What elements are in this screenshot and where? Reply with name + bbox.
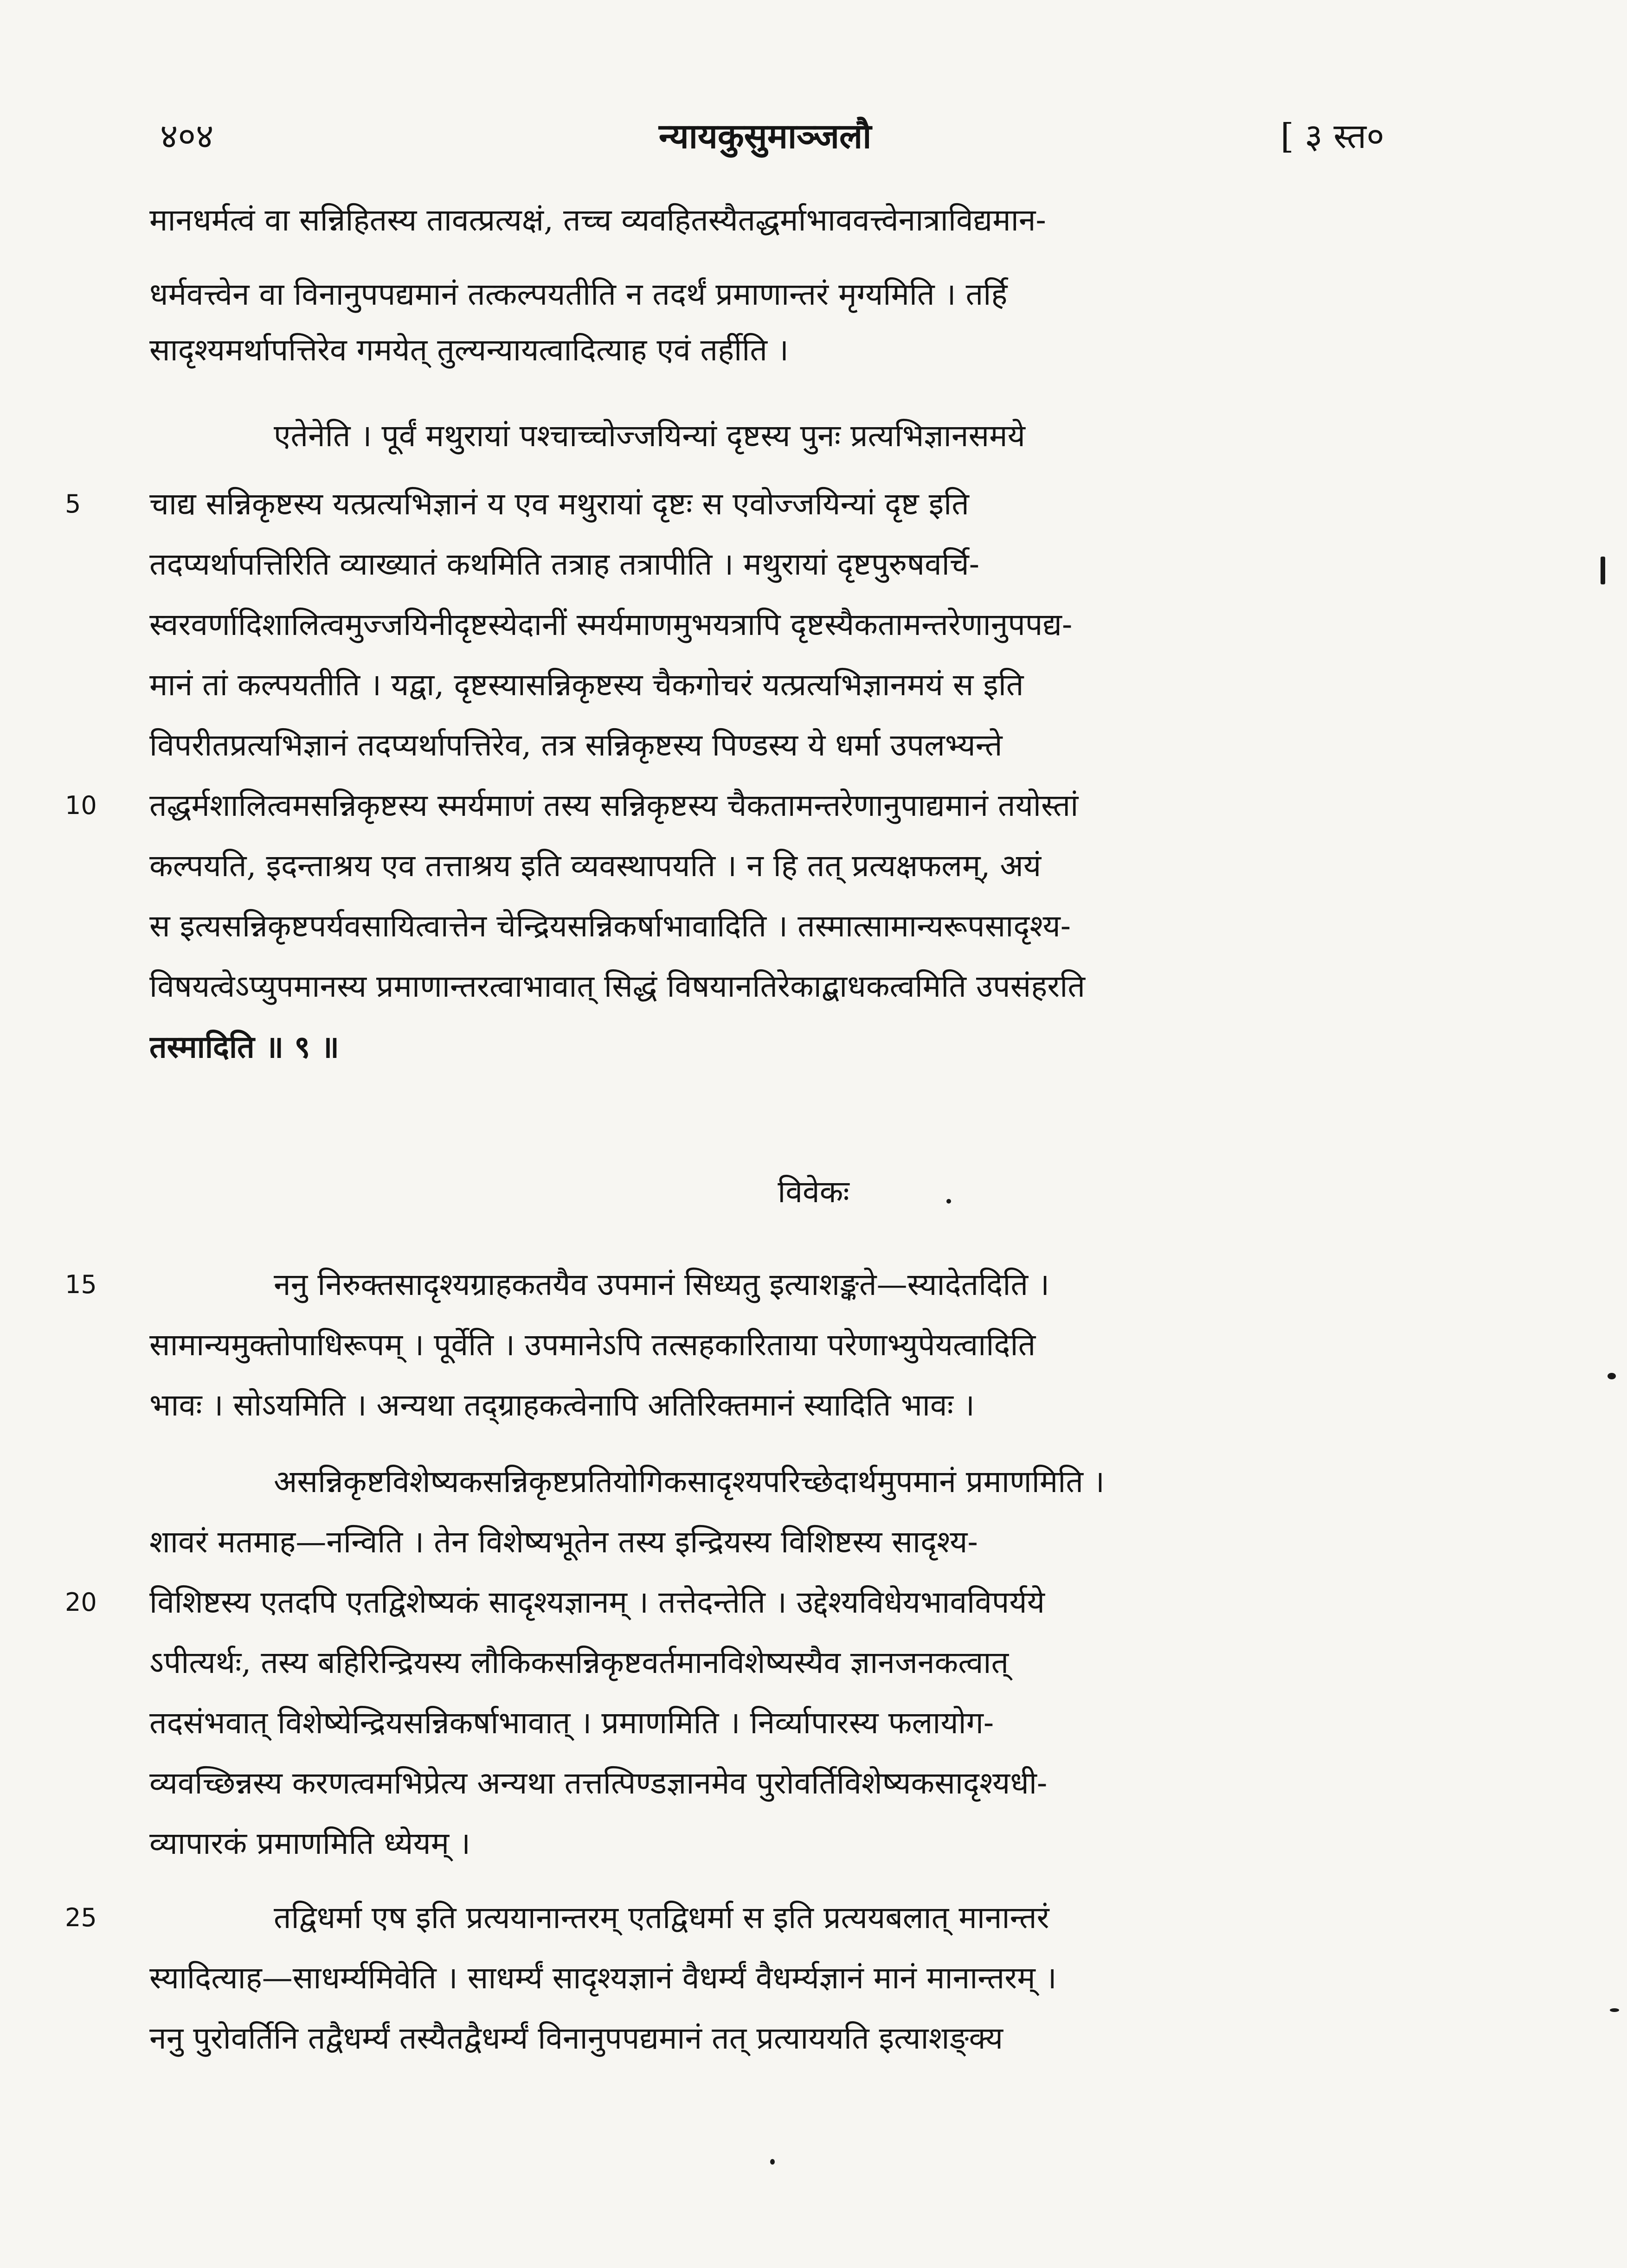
text-line: स्वरवर्णादिशालित्वमुज्जयिनीदृष्टस्येदानीं स्मर्यमाणमुभयत्रापि दृष्टस्यैकतामन्तरेणानुपपद्य- (149, 607, 1073, 642)
text-line: मानं तां कल्पयतीति । यद्वा, दृष्टस्यासन्निकृष्टस्य चैकगोचरं यत्प्रत्यभिज्ञानमयं स इति (149, 667, 1024, 703)
text-line: ननु निरुक्तसादृश्यग्राहकतयैव उपमानं सिध्यतु इत्याशङ्कते—स्यादेतदिति । (274, 1267, 1050, 1302)
text-line: तद्धर्मशालित्वमसन्निकृष्टस्य स्मर्यमाणं तस्य सन्निकृष्टस्य चैकतामन्तरेणानुपाद्यमानं तयोस्तां (149, 788, 1079, 823)
scan-speck (1610, 2008, 1619, 2012)
text-line: विपरीतप्रत्यभिज्ञानं तदप्यर्थापत्तिरेव, तत्र सन्निकृष्टस्य पिण्डस्य ये धर्मा उपलभ्यन्ते (149, 727, 1003, 763)
text-line: शावरं मतमाह—नन्विति । तेन विशेष्यभूतेन तस्य इन्द्रियस्य विशिष्टस्य सादृश्य- (149, 1524, 978, 1560)
scan-speck (770, 2159, 775, 2165)
text-line: तस्मादिति ॥ ९ ॥ (149, 1029, 340, 1065)
scan-speck (1601, 557, 1605, 584)
text-line: स्यादित्याह—साधर्म्यमिवेति । साधर्म्यं सादृश्यज्ञानं वैधर्म्यं वैधर्म्यज्ञानं मानं मानान्तरम् । (149, 1960, 1057, 1996)
text-line: भावः । सोऽयमिति । अन्यथा तद्ग्राहकत्वेनापि अतिरिक्तमानं स्यादिति भावः । (149, 1387, 975, 1423)
text-line: व्यापारकं प्रमाणमिति ध्येयम् । (149, 1826, 471, 1861)
text-line: तदप्यर्थापत्तिरिति व्याख्यातं कथमिति तत्राह तत्रापीति । मथुरायां दृष्टपुरुषवर्चि- (149, 546, 980, 582)
line-number: 15 (65, 1270, 97, 1299)
text-line: मानधर्मत्वं वा सन्निहितस्य तावत्प्रत्यक्षं, तच्च व्यवहितस्यैतद्धर्माभाववत्त्वेनात्राविद्यमान- (149, 202, 1046, 238)
text-line: सामान्यमुक्तोपाधिरूपम् । पूर्वेति । उपमानेऽपि तत्सहकारिताया परेणाभ्युपेयत्वादिति (149, 1327, 1036, 1363)
text-line: तदसंभवात् विशेष्येन्द्रियसन्निकर्षाभावात् । प्रमाणमिति । निर्व्यापारस्य फलायोग- (149, 1705, 994, 1741)
text-line: चाद्य सन्निकृष्टस्य यत्प्रत्यभिज्ञानं य एव मथुरायां दृष्टः स एवोज्जयिन्यां दृष्ट इति (149, 486, 969, 522)
text-line: विशिष्टस्य एतदपि एतद्विशेष्यकं सादृश्यज्ञानम् । तत्तेदन्तेति । उद्देश्यविधेयभावविपर्यये (149, 1584, 1045, 1620)
section-heading: विवेकः (778, 1174, 849, 1210)
line-number: 25 (65, 1903, 97, 1932)
scan-speck (946, 1199, 951, 1204)
text-line: व्यवच्छिन्नस्य करणत्वमभिप्रेत्य अन्यथा तत्तत्पिण्डज्ञानमेव पुरोवर्तिविशेष्यकसादृश्यधी- (149, 1765, 1048, 1801)
text-line: ऽपीत्यर्थः, तस्य बहिरिन्द्रियस्य लौकिकसन्निकृष्टवर्तमानविशेष्यस्यैव ज्ञानजनकत्वात् (149, 1645, 1009, 1680)
text-line: कल्पयति, इदन्ताश्रय एव तत्ताश्रय इति व्यवस्थापयति । न हि तत् प्रत्यक्षफलम्, अयं (149, 848, 1042, 884)
text-line: धर्मवत्त्वेन वा विनानुपपद्यमानं तत्कल्पयतीति न तदर्थं प्रमाणान्तरं मृग्यमिति । तर्हि (149, 276, 1008, 312)
text-line: सादृश्यमर्थापत्तिरेव गमयेत् तुल्यन्यायत्वादित्याह एवं तर्हीति । (149, 332, 789, 368)
text-line: एतेनेति । पूर्वं मथुरायां पश्चाच्चोज्जयिन्यां दृष्टस्य पुनः प्रत्यभिज्ञानसमये (274, 418, 1025, 454)
text-line: तद्विधर्मा एष इति प्रत्ययानान्तरम् एतद्विधर्मा स इति प्रत्ययबलात् मानान्तरं (274, 1900, 1049, 1935)
text-line: असन्निकृष्टविशेष्यकसन्निकृष्टप्रतियोगिकसादृश्यपरिच्छेदार्थमुपमानं प्रमाणमिति । (274, 1464, 1105, 1499)
text-line: ननु पुरोवर्तिनि तद्वैधर्म्यं तस्यैतद्वैधर्म्यं विनानुपपद्यमानं तत् प्रत्याययति इत्याशङ्क्य (149, 2020, 1003, 2056)
section-marker: [ ३ स्त० (1280, 116, 1384, 156)
page-number: ४०४ (160, 116, 214, 156)
line-number: 5 (65, 489, 81, 519)
scan-speck (1608, 1373, 1616, 1379)
running-title: न्यायकुसुमाञ्जलौ (659, 116, 872, 156)
text-line: विषयत्वेऽप्युपमानस्य प्रमाणान्तरत्वाभावात् सिद्धं विषयानतिरेकाद्बाधकत्वमिति उपसंहरति (149, 968, 1085, 1004)
text-line: स इत्यसन्निकृष्टपर्यवसायित्वात्तेन चेन्द्रियसन्निकर्षाभावादिति । तस्मात्सामान्यरूपसादृश्य- (149, 908, 1071, 944)
line-number: 10 (65, 791, 97, 820)
line-number: 20 (65, 1588, 97, 1617)
